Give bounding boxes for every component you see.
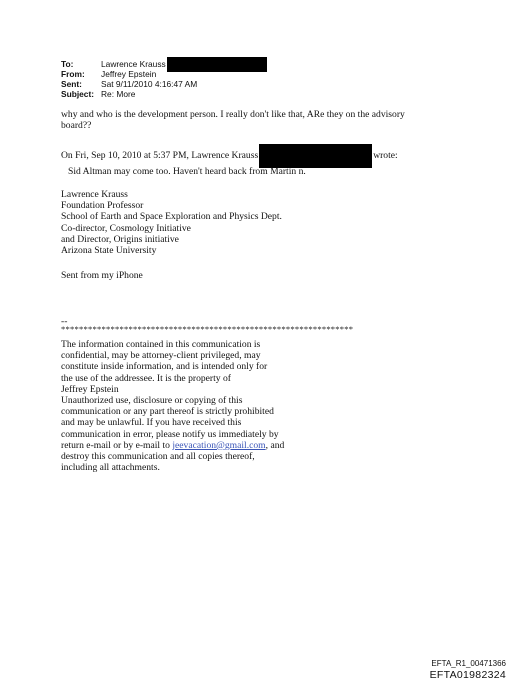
quote-suffix: wrote: (373, 150, 398, 162)
subject-value: Re: More (101, 89, 136, 99)
redaction-box (259, 144, 372, 168)
disclaimer-line: the use of the addressee. It is the property of (61, 372, 231, 384)
disclaimer-line: and may be unlawful. If you have received this (61, 417, 242, 429)
signature-line: School of Earth and Space Exploration and Physics Dept. (61, 211, 282, 223)
disclaimer-line: destroy this communication and all copies thereof, (61, 450, 255, 462)
sent-label: Sent: (61, 79, 82, 89)
email-suffix: , and (265, 439, 285, 451)
message-line-2: board?? (61, 120, 92, 132)
disclaimer-line: Unauthorized use, disclosure or copying of this (61, 394, 243, 406)
disclaimer-email-line (61, 440, 284, 451)
signature-line: Arizona State University (61, 244, 157, 256)
message-body (61, 109, 405, 131)
signature-line: Lawrence Krauss (61, 189, 128, 200)
sent-from-line: Sent from my iPhone (61, 270, 143, 281)
sent-value: Sat 9/11/2010 4:16:47 AM (101, 79, 198, 89)
email-prefix: return e-mail or by e-mail to (61, 439, 173, 451)
footer-id-1: EFTA_R1_00471366 (431, 659, 506, 668)
signature-line: and Director, Origins initiative (61, 233, 179, 245)
subject-label: Subject: (61, 89, 95, 99)
signature-line: Foundation Professor (61, 200, 144, 212)
disclaimer-line: The information contained in this communication is (61, 339, 261, 350)
quote-prefix: On Fri, Sep 10, 2010 at 5:37 PM, Lawrence Krauss (61, 150, 259, 162)
header-to-row (61, 59, 267, 69)
message-line-1: why and who is the development person. I really don't like that, ARe they on the advisory (61, 109, 405, 120)
from-value: Jeffrey Epstein (101, 69, 157, 79)
separator-dashes: -- (61, 316, 68, 327)
disclaimer-line: Jeffrey Epstein (61, 383, 119, 395)
signature-line: Co-director, Cosmology Initiative (61, 222, 191, 234)
header-subject-row (61, 89, 267, 99)
to-value: Lawrence Krauss (101, 59, 166, 69)
quoted-reply: Sid Altman may come too. Haven't heard back from Martin n. (68, 166, 306, 177)
from-label: From: (61, 69, 85, 79)
disclaimer-line: including all attachments. (61, 462, 160, 474)
disclaimer-line: constitute inside information, and is intended only for (61, 361, 268, 373)
quote-attribution (61, 144, 398, 168)
header-sent-row (61, 79, 267, 89)
separator-stars: ***************************************************************** (61, 324, 354, 334)
disclaimer-line: confidential, may be attorney-client privileged, may (61, 350, 261, 362)
disclaimer-line: communication or any part thereof is strictly prohibited (61, 406, 274, 418)
email-header (61, 59, 267, 99)
signature-block (61, 189, 282, 256)
disclaimer-line: communication in error, please notify us immediately by (61, 428, 279, 440)
email-link[interactable]: jeevacation@gmail.com (172, 439, 266, 451)
footer-id-2: EFTA01982324 (429, 669, 506, 681)
to-label: To: (61, 59, 74, 69)
document-footer (430, 659, 506, 681)
disclaimer-block (61, 339, 284, 473)
redaction-box (167, 57, 267, 72)
